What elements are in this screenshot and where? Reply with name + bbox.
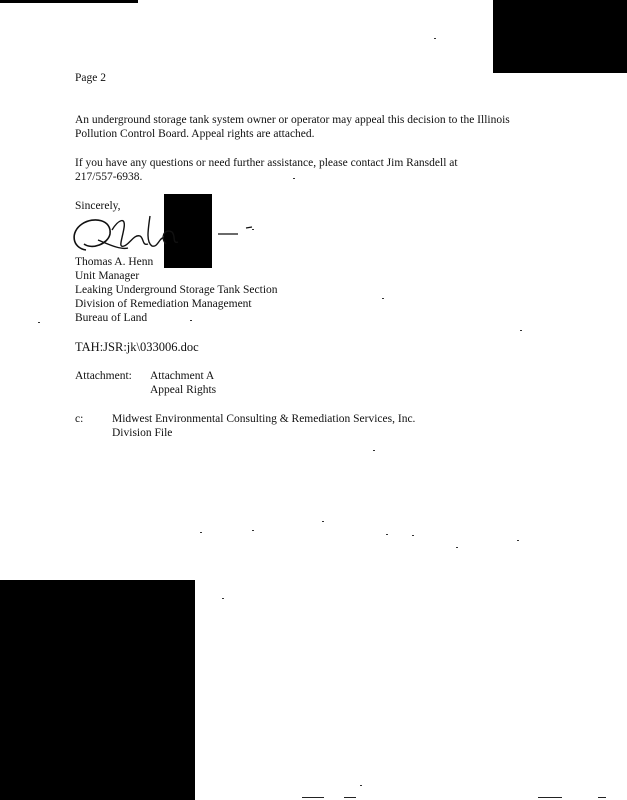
signer-name: Thomas A. Henn <box>75 256 154 268</box>
cc-recipient-2: Division File <box>112 427 173 439</box>
cc-list <box>112 412 415 440</box>
scan-speck <box>517 540 519 541</box>
scan-speck <box>434 38 436 39</box>
scan-speck <box>200 532 202 533</box>
attachment-label: Attachment: <box>75 370 132 382</box>
closing-salutation: Sincerely, <box>75 200 121 212</box>
page-number: Page 2 <box>75 72 106 84</box>
reference-code: TAH:JSR:jk\033006.doc <box>75 340 199 354</box>
scan-speck <box>252 229 254 230</box>
scan-speck <box>520 330 522 331</box>
scan-speck <box>322 521 324 522</box>
signer-bureau: Bureau of Land <box>75 312 148 324</box>
redaction-top-right <box>493 0 627 73</box>
scan-edge-dash <box>538 797 562 798</box>
contact-line-1: If you have any questions or need further assistance, please contact Jim Ransdell at <box>75 157 458 169</box>
contact-paragraph <box>75 156 458 184</box>
signer-title: Unit Manager <box>75 270 140 282</box>
scan-edge-dash <box>344 797 356 798</box>
scan-edge-dash <box>598 797 606 798</box>
appeal-line-2: Pollution Control Board. Appeal rights are attached. <box>75 128 315 140</box>
scan-speck <box>38 322 40 323</box>
scan-speck <box>360 785 362 786</box>
attachment-list <box>150 369 216 397</box>
contact-line-2: 217/557-6938. <box>75 171 143 183</box>
appeal-paragraph <box>75 113 510 141</box>
signer-section: Leaking Underground Storage Tank Section <box>75 284 278 296</box>
cc-recipient-1: Midwest Environmental Consulting & Remediation Services, Inc. <box>112 413 416 425</box>
scan-speck <box>382 298 384 299</box>
handwritten-signature <box>68 210 258 260</box>
scan-speck <box>386 534 388 535</box>
scan-speck <box>222 598 224 599</box>
scan-speck <box>412 535 414 536</box>
scan-speck <box>190 320 192 321</box>
attachment-item-2: Appeal Rights <box>150 384 217 396</box>
redaction-bottom-left <box>0 580 195 800</box>
scan-edge-dash <box>302 797 324 798</box>
scan-speck <box>293 178 295 179</box>
scan-speck <box>252 530 254 531</box>
scan-speck <box>373 450 375 451</box>
scan-speck <box>456 547 458 548</box>
attachment-item-1: Attachment A <box>150 370 215 382</box>
signer-block <box>75 255 278 325</box>
appeal-line-1: An underground storage tank system owner or operator may appeal this decision to the Illinois <box>75 114 510 126</box>
cc-label: c: <box>75 413 84 425</box>
signer-division: Division of Remediation Management <box>75 298 252 310</box>
redaction-top-left <box>0 0 138 3</box>
